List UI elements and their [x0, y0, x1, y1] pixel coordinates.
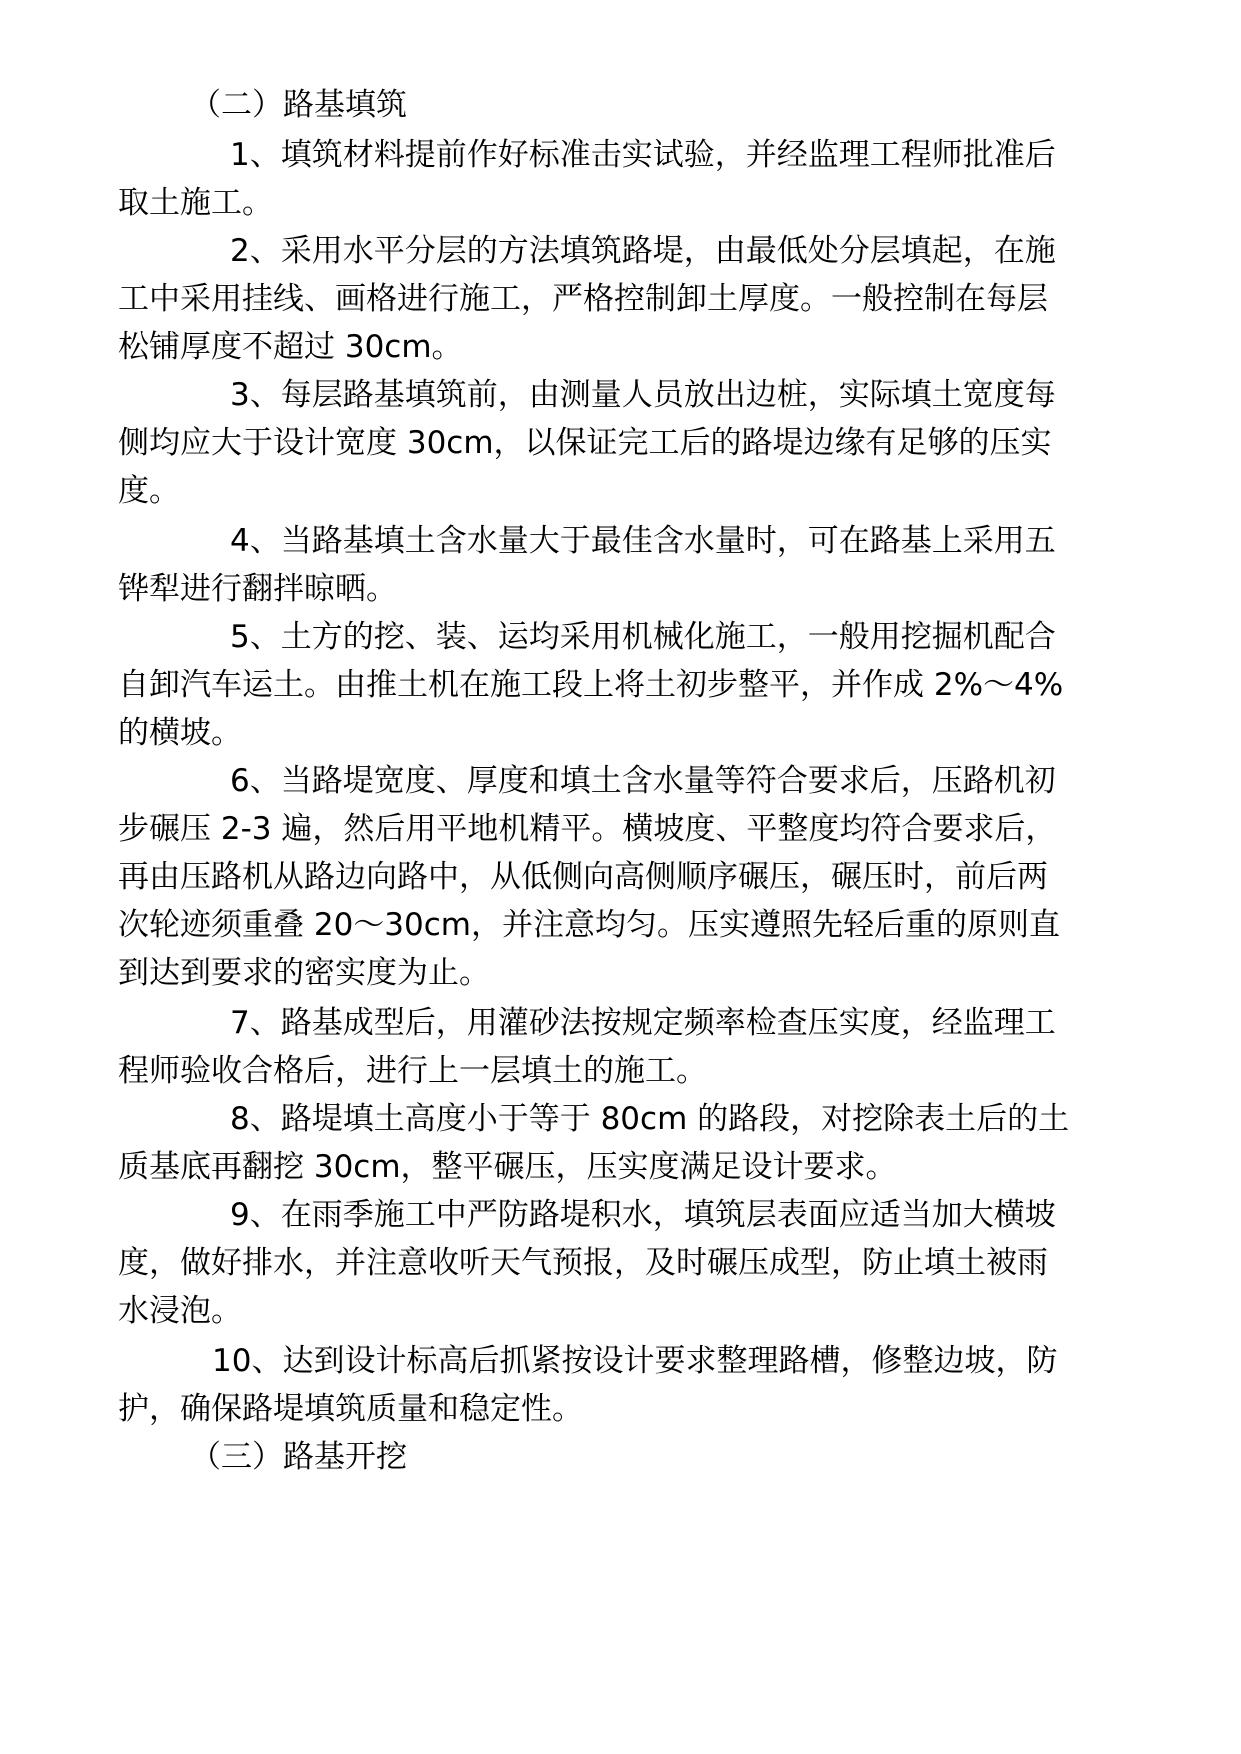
- paragraph-5-line-2: 自卸汽车运土。由推土机在施工段上将土初步整平，并作成 2%～4%: [118, 667, 1064, 703]
- paragraph-5-line-3: 的横坡。: [118, 715, 242, 751]
- paragraph-6-line-1: 6、当路堤宽度、厚度和填土含水量等符合要求后，压路机初: [230, 763, 1056, 799]
- paragraph-6-line-3: 再由压路机从路边向路中，从低侧向高侧顺序碾压，碾压时，前后两: [118, 859, 1048, 895]
- paragraph-7-line-2: 程师验收合格后，进行上一层填土的施工。: [118, 1053, 707, 1089]
- paragraph-10-line-2: 护，确保路堤填筑质量和稳定性。: [118, 1391, 583, 1427]
- section-heading-2: （二）路基填筑: [190, 87, 407, 123]
- paragraph-3-line-1: 3、每层路基填筑前，由测量人员放出边桩，实际填土宽度每: [230, 377, 1056, 413]
- paragraph-2-line-3: 松铺厚度不超过 30cm。: [118, 329, 463, 365]
- paragraph-3-line-2: 侧均应大于设计宽度 30cm，以保证完工后的路堤边缘有足够的压实: [118, 425, 1052, 461]
- paragraph-6-line-4: 次轮迹须重叠 20～30cm，并注意均匀。压实遵照先轻后重的原则直: [118, 907, 1060, 943]
- paragraph-9-line-1: 9、在雨季施工中严防路堤积水，填筑层表面应适当加大横坡: [230, 1197, 1056, 1233]
- paragraph-8-line-1: 8、路堤填土高度小于等于 80cm 的路段，对挖除表土后的土: [230, 1101, 1070, 1137]
- paragraph-9-line-2: 度，做好排水，并注意收听天气预报，及时碾压成型，防止填土被雨: [118, 1245, 1048, 1281]
- paragraph-9-line-3: 水浸泡。: [118, 1293, 242, 1329]
- paragraph-4-line-1: 4、当路基填土含水量大于最佳含水量时，可在路基上采用五: [230, 523, 1056, 559]
- paragraph-7-line-1: 7、路基成型后，用灌砂法按规定频率检查压实度，经监理工: [230, 1005, 1056, 1041]
- paragraph-4-line-2: 铧犁进行翻拌晾晒。: [118, 571, 397, 607]
- paragraph-6-line-2: 步碾压 2-3 遍，然后用平地机精平。横坡度、平整度均符合要求后，: [118, 811, 1057, 847]
- paragraph-8-line-2: 质基底再翻挖 30cm，整平碾压，压实度满足设计要求。: [118, 1149, 897, 1185]
- section-heading-3: （三）路基开挖: [190, 1439, 407, 1475]
- paragraph-5-line-1: 5、土方的挖、装、运均采用机械化施工，一般用挖掘机配合: [230, 619, 1056, 655]
- paragraph-2-line-1: 2、采用水平分层的方法填筑路堤，由最低处分层填起，在施: [230, 233, 1056, 269]
- paragraph-3-line-3: 度。: [118, 473, 180, 509]
- paragraph-2-line-2: 工中采用挂线、画格进行施工，严格控制卸土厚度。一般控制在每层: [118, 281, 1048, 317]
- paragraph-1-line-2: 取土施工。: [118, 185, 273, 221]
- paragraph-10-line-1: 10、达到设计标高后抓紧按设计要求整理路槽，修整边坡，防: [212, 1343, 1058, 1379]
- paragraph-6-line-5: 到达到要求的密实度为止。: [118, 955, 490, 991]
- paragraph-1-line-1: 1、填筑材料提前作好标准击实试验，并经监理工程师批准后: [230, 137, 1056, 173]
